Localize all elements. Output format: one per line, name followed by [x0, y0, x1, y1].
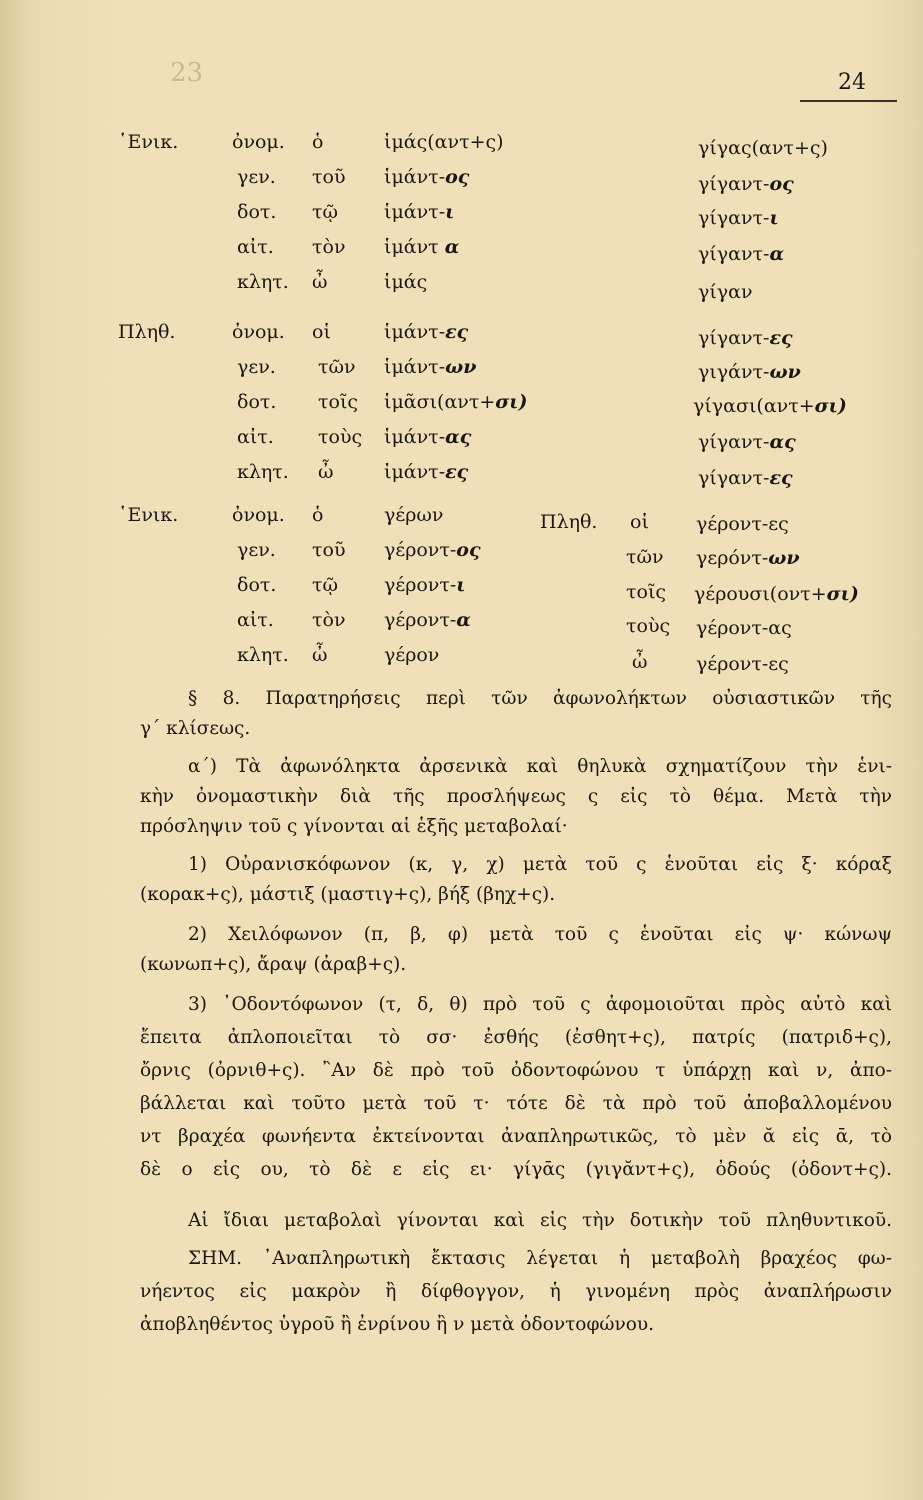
article: τῶν [318, 356, 356, 378]
article: ὦ [312, 644, 328, 666]
article-pl: τοῖς [626, 581, 667, 603]
text-line: ὄρνις (ὀρνιθ+ς). ῍Αν δὲ πρὸ τοῦ ὀδοντοφώνου τ ὑπάρχῃ καὶ ν, ἀπο- [140, 1060, 892, 1081]
text-line: 1) Οὐρανισκόφωνον (κ, γ, χ) μετὰ τοῦ ς ἑνοῦται εἰς ξ· κόραξ [188, 854, 892, 875]
plural-label: Πληθ. [118, 321, 176, 343]
paragraph-same-changes [140, 1206, 892, 1236]
article-pl: τῶν [626, 546, 664, 568]
article: τοῖς [318, 391, 359, 413]
article: τῷ [312, 574, 339, 596]
case-label: γεν. [237, 166, 276, 188]
text-line: βάλλεται καὶ τοῦτο μετὰ τοῦ τ· τότε δὲ τὰ πρὸ τοῦ ἀποβαλλομένου [140, 1093, 892, 1114]
form-geron-pl: γέροντ-ες [696, 513, 789, 535]
paragraph-note [140, 1242, 892, 1341]
form-imas: ἱμάντ-ες [384, 461, 469, 483]
case-label: ὀνομ. [232, 321, 285, 343]
article: ὦ [318, 461, 334, 483]
form-gigas: γίγαντ-ες [698, 467, 793, 489]
paragraph-1 [140, 850, 892, 910]
article: τὸν [312, 236, 346, 258]
case-label: δοτ. [237, 201, 277, 223]
form-imas: ἱμάντ-ας [384, 426, 472, 448]
form-gigas: γίγας(αντ+ς) [698, 137, 828, 159]
form-gigas: γίγαν [698, 281, 753, 303]
form-geron-sg: γέρων [384, 504, 444, 526]
case-label: αἰτ. [237, 236, 274, 258]
paragraph-3 [140, 988, 892, 1186]
singular-label: ῾Ενικ. [118, 131, 179, 153]
text-line: 2) Χειλόφωνον (π, β, φ) μετὰ τοῦ ς ἑνοῦται εἰς ψ· κώνωψ [188, 924, 892, 945]
form-geron-pl: γερόντ-ων [696, 547, 800, 569]
case-label: αἰτ. [237, 609, 274, 631]
text-line: (κωνωπ+ς), ἄραψ (ἀραβ+ς). [140, 954, 407, 975]
form-imas: ἱμάντ-ες [384, 321, 469, 343]
article: οἱ [312, 321, 331, 343]
form-geron-pl: γέροντ-ας [696, 617, 792, 639]
form-geron-sg: γέροντ-ος [384, 539, 481, 561]
singular-label: ῾Ενικ. [118, 504, 179, 526]
form-imas: ἱμάντ-ος [384, 166, 470, 188]
heading-line: § 8. Παρατηρήσεις περὶ τῶν ἀφωνολήκτων οὐσιαστικῶν τῆς [188, 688, 892, 709]
text-line: πρόσληψιν τοῦ ς γίνονται αἱ ἑξῆς μεταβολαί· [140, 816, 568, 837]
article: τοῦ [312, 539, 346, 561]
form-geron-pl: γέροντ-ες [696, 653, 789, 675]
page-number: 24 [838, 70, 866, 95]
form-imas: ἱμάντ α [384, 236, 460, 258]
case-label: γεν. [237, 539, 276, 561]
text-line: δὲ ο εἰς ου, τὸ δὲ ε εἰς ει· γίγᾱς (γιγᾰντ+ς), ὀδούς (ὀδοντ+ς). [140, 1159, 892, 1180]
text-line: ντ βραχέα φωνήεντα ἐκτείνονται ἀναπληρωτικῶς, τὸ μὲν ᾰ εἰς ᾱ, τὸ [140, 1126, 892, 1147]
case-label: κλητ. [237, 461, 289, 483]
text-line: 3) ᾿Οδοντόφωνον (τ, δ, θ) πρὸ τοῦ ς ἀφομοιοῦται πρὸς αὐτὸ καὶ [188, 994, 892, 1015]
article: ὁ [312, 131, 324, 153]
paragraph-a [140, 752, 892, 842]
form-geron-pl: γέρουσι(οντ+σι) [694, 583, 859, 605]
form-imas: ἱμᾶσι(αντ+σι) [384, 391, 528, 413]
article: τὸν [312, 609, 346, 631]
form-gigas: γιγάντ-ων [698, 361, 801, 383]
case-label: ὀνομ. [232, 131, 285, 153]
form-gigas: γίγαντ-ος [698, 173, 794, 195]
form-gigas: γίγασι(αντ+σι) [693, 395, 847, 417]
plural-label: Πληθ. [540, 511, 598, 533]
form-geron-sg: γέροντ-ι [384, 574, 466, 596]
article: τοῦ [312, 166, 346, 188]
text-line: νήεντος εἰς μακρὸν ἢ δίφθογγον, ἡ γινομένη πρὸς ἀναπλήρωσιν [140, 1281, 892, 1302]
form-gigas: γίγαντ-ι [698, 207, 779, 229]
text-line: Αἱ ἴδιαι μεταβολαὶ γίνονται καὶ εἰς τὴν δοτικὴν τοῦ πληθυντικοῦ. [188, 1210, 892, 1231]
form-gigas: γίγαντ-α [698, 243, 785, 265]
text-line: ΣΗΜ. ᾿Αναπληρωτικὴ ἔκτασις λέγεται ἡ μεταβολὴ βραχέος φω- [188, 1248, 892, 1269]
article-pl: οἱ [630, 511, 649, 533]
case-label: ὀνομ. [232, 504, 285, 526]
paragraph-2 [140, 920, 892, 980]
article-pl: ὦ [632, 651, 648, 673]
page-number-rule [800, 100, 897, 102]
text-line: ἔπειτα ἀπλοποιεῖται τὸ σσ· ἐσθής (ἐσθητ+ς), πατρίς (πατριδ+ς), [140, 1027, 892, 1048]
article: τοὺς [318, 426, 363, 448]
case-label: γεν. [237, 356, 276, 378]
form-imas: ἱμάς [384, 271, 428, 293]
form-geron-sg: γέροντ-α [384, 609, 471, 631]
text-line: ἀποβληθέντος ὑγροῦ ἢ ἐνρίνου ἢ ν μετὰ ὀδοντοφώνου. [140, 1314, 654, 1335]
article: τῷ [312, 201, 339, 223]
form-geron-sg: γέρον [384, 644, 440, 666]
text-line: κὴν ὀνομαστικὴν διὰ τῆς προσλήψεως ς εἰς τὸ θέμα. Μετὰ τὴν [140, 786, 892, 807]
case-label: κλητ. [237, 644, 289, 666]
article: ὁ [312, 504, 324, 526]
form-imas: ἱμάντ-ων [384, 356, 477, 378]
text-line: (κορακ+ς), μάστιξ (μαστιγ+ς), βήξ (βηχ+ς). [140, 884, 556, 905]
article-pl: τοὺς [626, 615, 671, 637]
form-imas: ἱμάντ-ι [384, 201, 455, 223]
form-imas: ἱμάς(αντ+ς) [384, 131, 504, 153]
text-line: α΄) Τὰ ἀφωνόληκτα ἀρσενικὰ καὶ θηλυκὰ σχηματίζουν τὴν ἑνι- [188, 756, 892, 777]
form-gigas: γίγαντ-ες [698, 327, 793, 349]
form-gigas: γίγαντ-ας [698, 431, 796, 453]
article: ὦ [312, 271, 328, 293]
case-label: αἰτ. [237, 426, 274, 448]
heading-line: γ΄ κλίσεως. [140, 718, 251, 739]
section-heading [140, 684, 892, 744]
case-label: κλητ. [237, 271, 289, 293]
case-label: δοτ. [237, 391, 277, 413]
case-label: δοτ. [237, 574, 277, 596]
bleed-through-page-number: 23 [170, 58, 204, 88]
